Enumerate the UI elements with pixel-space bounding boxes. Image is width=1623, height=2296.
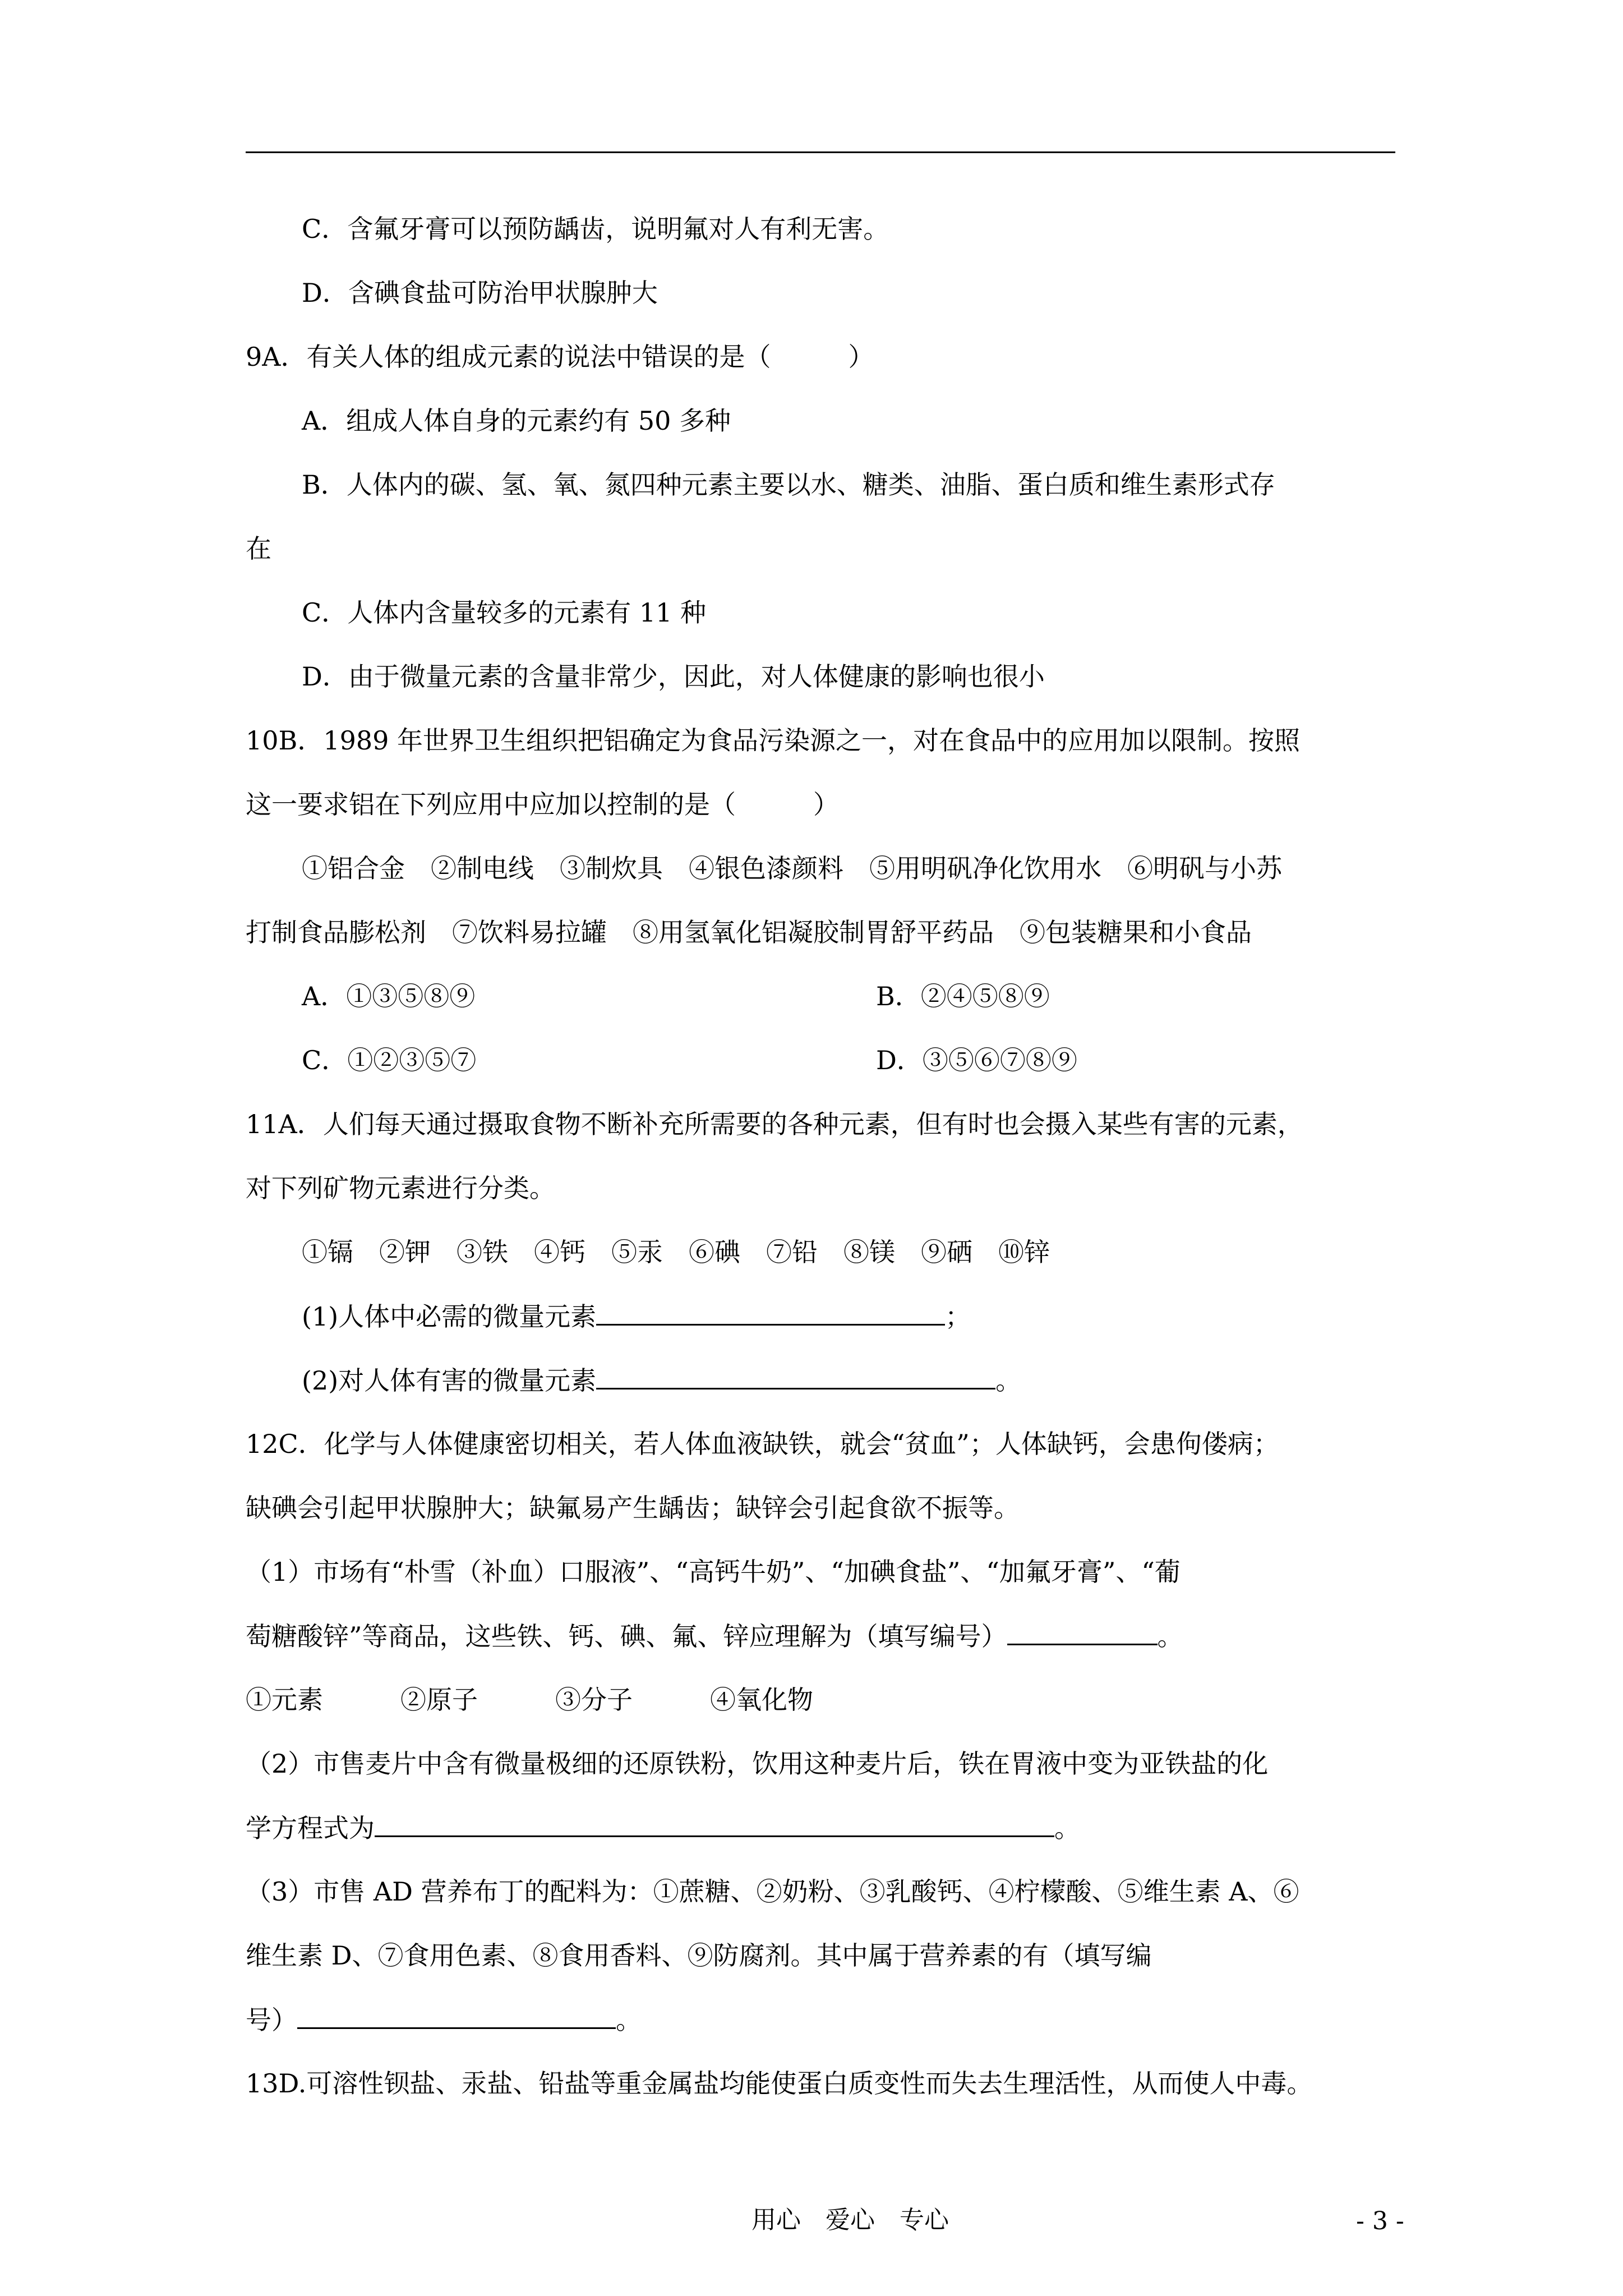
footer-motto: 用心 爱心 专心 bbox=[751, 2206, 949, 2234]
q11-part1-end: ； bbox=[945, 1301, 971, 1332]
q12-part3-line3 bbox=[246, 2003, 642, 2037]
q12-stem-line1: 12C．化学与人体健康密切相关，若人体血液缺铁，就会“贫血”；人体缺钙，会患佝偻病； bbox=[246, 1429, 1279, 1459]
q12-part1-line2 bbox=[246, 1619, 1183, 1653]
q9-option-c: C．人体内含量较多的元素有 11 种 bbox=[302, 597, 706, 628]
q12-part2-text: 学方程式为 bbox=[246, 1813, 375, 1843]
q9-option-a: A．组成人体自身的元素约有 50 多种 bbox=[302, 406, 731, 436]
q9-option-b-line2: 在 bbox=[246, 533, 271, 564]
q10-list-line1: ①铝合金 ②制电线 ③制炊具 ④银色漆颜料 ⑤用明矾净化饮用水 ⑥明矾与小苏 bbox=[302, 853, 1282, 884]
q10-option-a: A．①③⑤⑧⑨ bbox=[302, 981, 476, 1011]
q10-option-b: B．②④⑤⑧⑨ bbox=[876, 981, 1050, 1011]
q11-part1 bbox=[302, 1299, 971, 1333]
q11-part1-answer-blank[interactable] bbox=[596, 1299, 945, 1326]
header-rule bbox=[246, 151, 1395, 153]
q11-part2-answer-blank[interactable] bbox=[596, 1363, 995, 1389]
q9-option-b-line1: B．人体内的碳、氢、氧、氮四种元素主要以水、糖类、油脂、蛋白质和维生素形式存 bbox=[302, 470, 1275, 500]
q10-stem-line1: 10B．1989 年世界卫生组织把铝确定为食品污染源之一，对在食品中的应用加以限制。按照 bbox=[246, 725, 1301, 756]
q10-option-d: D．③⑤⑥⑦⑧⑨ bbox=[876, 1045, 1077, 1075]
q12-stem-line2: 缺碘会引起甲状腺肿大；缺氟易产生龋齿；缺锌会引起食欲不振等。 bbox=[246, 1493, 1020, 1523]
q12-part2-end: 。 bbox=[1054, 1813, 1080, 1843]
q12-part1-text: 萄糖酸锌”等商品，这些铁、钙、碘、氟、锌应理解为（填写编号） bbox=[246, 1621, 1007, 1651]
q11-element-list: ①镉 ②钾 ③铁 ④钙 ⑤汞 ⑥碘 ⑦铅 ⑧镁 ⑨硒 ⑩锌 bbox=[302, 1237, 1050, 1267]
q12-part2-line2 bbox=[246, 1811, 1080, 1845]
q12-part3-line1: （3）市售 AD 营养布丁的配料为：①蔗糖、②奶粉、③乳酸钙、④柠檬酸、⑤维生素 A、⑥ bbox=[246, 1876, 1299, 1907]
q12-part3-answer-blank[interactable] bbox=[297, 2003, 616, 2029]
q9-option-d: D．由于微量元素的含量非常少，因此，对人体健康的影响也很小 bbox=[302, 661, 1045, 692]
q11-stem-line2: 对下列矿物元素进行分类。 bbox=[246, 1173, 555, 1203]
q8-option-d: D．含碘食盐可防治甲状腺肿大 bbox=[302, 278, 658, 308]
q12-part1-options: ①元素 ②原子 ③分子 ④氧化物 bbox=[246, 1685, 813, 1715]
q12-part1-end: 。 bbox=[1157, 1621, 1183, 1651]
q11-part2-label: (2)对人体有害的微量元素 bbox=[302, 1365, 597, 1396]
q10-stem-line2: 这一要求铝在下列应用中应加以控制的是（ ） bbox=[246, 789, 839, 820]
q8-option-c: C．含氟牙膏可以预防龋齿，说明氟对人有利无害。 bbox=[302, 214, 889, 244]
q11-part2-end: 。 bbox=[995, 1365, 1022, 1396]
q12-part2-line1: （2）市售麦片中含有微量极细的还原铁粉，饮用这种麦片后，铁在胃液中变为亚铁盐的化 bbox=[246, 1749, 1269, 1779]
q12-part3-line2: 维生素 D、⑦食用色素、⑧食用香料、⑨防腐剂。其中属于营养素的有（填写编 bbox=[246, 1940, 1152, 1971]
q11-part1-label: (1)人体中必需的微量元素 bbox=[302, 1301, 597, 1332]
q12-part3-end: 。 bbox=[616, 2005, 642, 2035]
q12-part3-text: 号） bbox=[246, 2005, 297, 2035]
q10-list-line2: 打制食品膨松剂 ⑦饮料易拉罐 ⑧用氢氧化铝凝胶制胃舒平药品 ⑨包装糖果和小食品 bbox=[246, 917, 1252, 947]
q11-part2 bbox=[302, 1363, 1021, 1397]
q12-part2-answer-blank[interactable] bbox=[375, 1811, 1054, 1837]
q10-option-c: C．①②③⑤⑦ bbox=[302, 1045, 477, 1075]
q11-stem-line1: 11A．人们每天通过摄取食物不断补充所需要的各种元素，但有时也会摄入某些有害的元素， bbox=[246, 1109, 1303, 1139]
q9-stem: 9A．有关人体的组成元素的说法中错误的是（ ） bbox=[246, 342, 874, 372]
q13-stem-line1: 13D.可溶性钡盐、汞盐、铅盐等重金属盐均能使蛋白质变性而失去生理活性，从而使人中毒。 bbox=[246, 2068, 1313, 2099]
q12-part1-line1: （1）市场有“朴雪（补血）口服液”、“高钙牛奶”、“加碘食盐”、“加氟牙膏”、“葡 bbox=[246, 1557, 1181, 1587]
page-number: - 3 - bbox=[1356, 2207, 1404, 2235]
q12-part1-answer-blank[interactable] bbox=[1007, 1619, 1158, 1645]
